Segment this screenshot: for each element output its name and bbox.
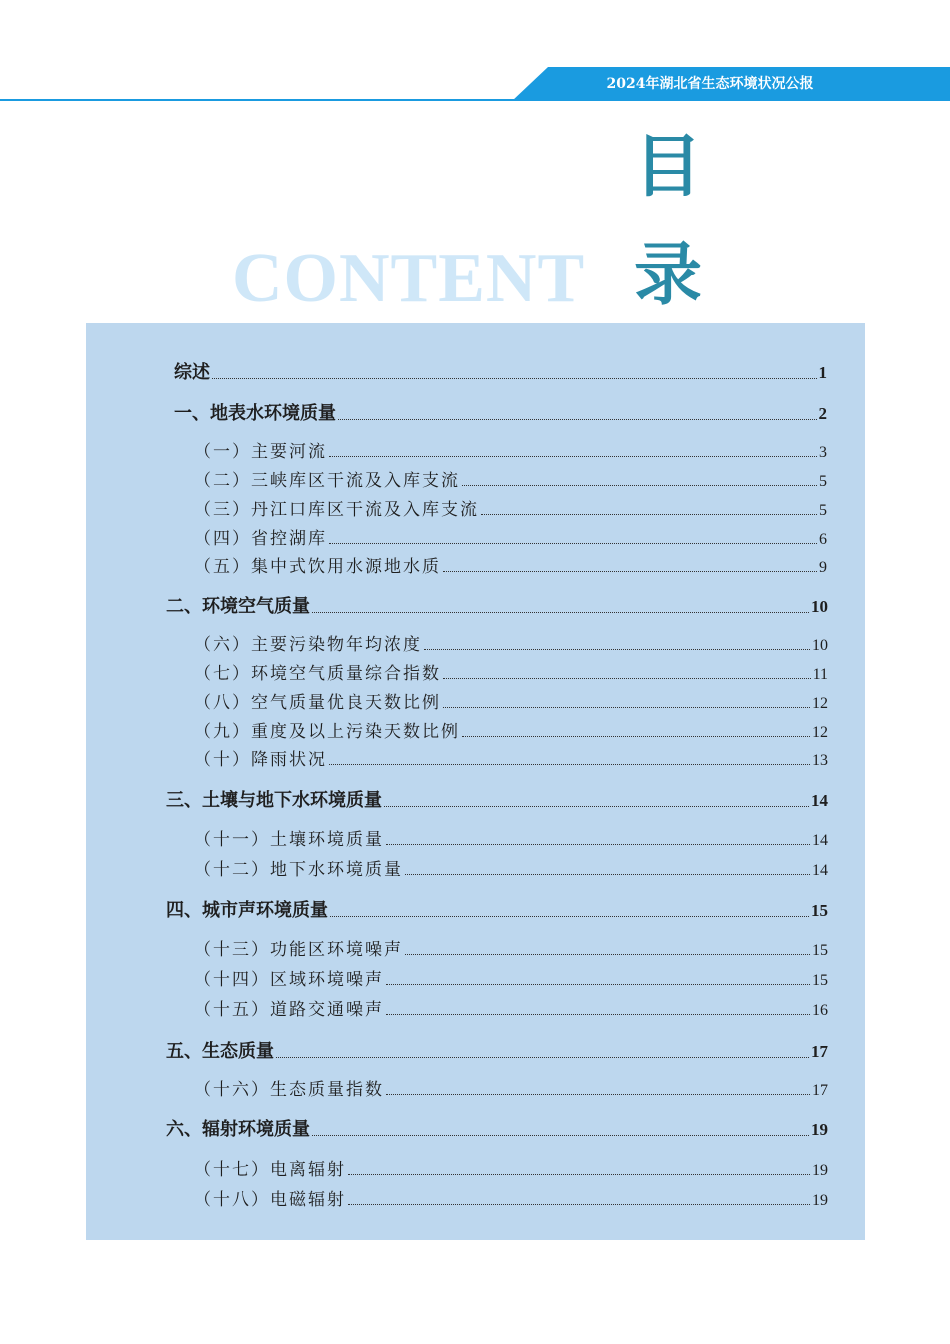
toc-entry-title: （二）三峡库区干流及入库支流 bbox=[194, 471, 460, 491]
toc-entry[interactable] bbox=[194, 688, 828, 713]
toc-leader-dots bbox=[329, 764, 810, 765]
toc-entry-title: （五）集中式饮用水源地水质 bbox=[194, 557, 441, 577]
heading-english: CONTENT bbox=[232, 240, 586, 317]
toc-entry-page: 16 bbox=[812, 1002, 828, 1019]
toc-leader-dots bbox=[405, 874, 810, 875]
toc-section-radiation[interactable] bbox=[166, 1115, 828, 1141]
toc-section-soil-groundwater[interactable] bbox=[166, 786, 828, 812]
toc-entry-page: 11 bbox=[812, 666, 828, 683]
toc-entry-title: 二、环境空气质量 bbox=[166, 596, 310, 617]
toc-entry-title: （一）主要河流 bbox=[194, 442, 327, 462]
toc-entry[interactable] bbox=[194, 935, 828, 960]
toc-entry[interactable] bbox=[194, 825, 828, 850]
toc-entry-page: 17 bbox=[811, 1042, 828, 1061]
toc-entry-title: （四）省控湖库 bbox=[194, 529, 327, 549]
toc-entry-title: （六）主要污染物年均浓度 bbox=[194, 635, 422, 655]
toc-leader-dots bbox=[386, 1014, 810, 1015]
toc-entry-page: 14 bbox=[812, 862, 828, 879]
toc-leader-dots bbox=[312, 612, 809, 613]
toc-entry[interactable] bbox=[194, 1185, 828, 1210]
toc-entry-title: （三）丹江口库区干流及入库支流 bbox=[194, 500, 479, 520]
toc-section-surface-water[interactable] bbox=[174, 399, 827, 425]
toc-entry[interactable] bbox=[194, 995, 828, 1020]
toc-entry[interactable] bbox=[194, 552, 827, 577]
toc-entry-page: 19 bbox=[811, 1120, 828, 1139]
toc-leader-dots bbox=[386, 844, 810, 845]
toc-entry-title: （九）重度及以上污染天数比例 bbox=[194, 722, 460, 742]
toc-entry-title: 六、辐射环境质量 bbox=[166, 1119, 310, 1140]
toc-entry-title: （十七）电离辐射 bbox=[194, 1160, 346, 1180]
toc-leader-dots bbox=[443, 707, 810, 708]
toc-entry[interactable] bbox=[194, 855, 828, 880]
toc-entry-title: （七）环境空气质量综合指数 bbox=[194, 664, 441, 684]
toc-leader-dots bbox=[338, 419, 817, 420]
toc-entry-page: 6 bbox=[819, 531, 827, 548]
toc-entry-page: 15 bbox=[812, 972, 828, 989]
toc-entry-title: （十一）土壤环境质量 bbox=[194, 830, 384, 850]
toc-leader-dots bbox=[386, 984, 810, 985]
toc-entry-page: 1 bbox=[818, 363, 827, 382]
heading-char-lu: 录 bbox=[633, 236, 702, 315]
toc-entry-title: 三、土壤与地下水环境质量 bbox=[166, 790, 382, 811]
toc-entry-title: （八）空气质量优良天数比例 bbox=[194, 693, 441, 713]
header-rule bbox=[0, 99, 530, 101]
toc-section-air-quality[interactable] bbox=[166, 592, 828, 618]
toc-entry[interactable] bbox=[194, 1155, 828, 1180]
toc-entry-title: （十）降雨状况 bbox=[194, 750, 327, 770]
toc-entry-title: （十八）电磁辐射 bbox=[194, 1190, 346, 1210]
toc-leader-dots bbox=[329, 543, 817, 544]
toc-leader-dots bbox=[348, 1174, 810, 1175]
toc-entry-page: 3 bbox=[819, 444, 827, 461]
toc-leader-dots bbox=[330, 916, 809, 917]
toc-leader-dots bbox=[348, 1204, 810, 1205]
toc-leader-dots bbox=[405, 954, 810, 955]
toc-entry-page: 2 bbox=[818, 404, 827, 423]
toc-leader-dots bbox=[443, 571, 817, 572]
toc-entry-title: （十二）地下水环境质量 bbox=[194, 860, 403, 880]
toc-section-urban-noise[interactable] bbox=[166, 896, 828, 922]
toc-entry-title: 综述 bbox=[174, 362, 210, 383]
toc-entry-title: 一、地表水环境质量 bbox=[174, 403, 336, 424]
toc-entry-title: （十四）区域环境噪声 bbox=[194, 970, 384, 990]
toc-entry-page: 19 bbox=[812, 1192, 828, 1209]
toc-entry-page: 15 bbox=[811, 901, 828, 920]
toc-leader-dots bbox=[276, 1057, 809, 1058]
toc-entry-page: 19 bbox=[812, 1162, 828, 1179]
toc-entry-page: 12 bbox=[812, 724, 828, 741]
toc-entry-page: 13 bbox=[812, 752, 828, 769]
toc-entry[interactable] bbox=[194, 437, 827, 462]
toc-entry-page: 5 bbox=[819, 502, 827, 519]
toc-leader-dots bbox=[424, 649, 810, 650]
toc-leader-dots bbox=[312, 1135, 809, 1136]
toc-leader-dots bbox=[212, 378, 817, 379]
toc-entry-page: 14 bbox=[812, 832, 828, 849]
header-title: 2024年湖北省生态环境状况公报 bbox=[606, 76, 814, 92]
toc-entry-title: （十三）功能区环境噪声 bbox=[194, 940, 403, 960]
toc-entry[interactable] bbox=[194, 466, 827, 491]
toc-entry[interactable] bbox=[194, 965, 828, 990]
toc-entry-title: （十六）生态质量指数 bbox=[194, 1080, 384, 1100]
toc-entry[interactable] bbox=[194, 659, 828, 684]
toc-entry-page: 14 bbox=[811, 791, 828, 810]
toc-leader-dots bbox=[384, 806, 809, 807]
toc-entry-page: 9 bbox=[819, 559, 827, 576]
toc-entry[interactable] bbox=[194, 495, 827, 520]
toc-entry-page: 17 bbox=[812, 1082, 828, 1099]
heading-char-mu: 目 bbox=[633, 128, 702, 207]
toc-entry-page: 12 bbox=[812, 695, 828, 712]
toc-entry-title: （十五）道路交通噪声 bbox=[194, 1000, 384, 1020]
toc-entry-page: 10 bbox=[812, 637, 828, 654]
toc-leader-dots bbox=[462, 736, 810, 737]
toc-entry[interactable] bbox=[194, 630, 828, 655]
toc-entry-page: 15 bbox=[812, 942, 828, 959]
toc-leader-dots bbox=[386, 1094, 810, 1095]
toc-leader-dots bbox=[329, 456, 817, 457]
toc-leader-dots bbox=[481, 514, 817, 515]
toc-entry-page: 10 bbox=[811, 597, 828, 616]
toc-entry-overview[interactable] bbox=[174, 358, 827, 384]
toc-entry-title: 五、生态质量 bbox=[166, 1041, 274, 1062]
toc-leader-dots bbox=[443, 678, 811, 679]
toc-section-ecology[interactable] bbox=[166, 1037, 828, 1063]
toc-entry-title: 四、城市声环境质量 bbox=[166, 900, 328, 921]
toc-leader-dots bbox=[462, 485, 817, 486]
toc-entry-page: 5 bbox=[819, 473, 827, 490]
toc-entry[interactable] bbox=[194, 717, 828, 742]
toc-entry[interactable] bbox=[194, 745, 828, 770]
toc-entry[interactable] bbox=[194, 1075, 828, 1100]
toc-entry[interactable] bbox=[194, 524, 827, 549]
